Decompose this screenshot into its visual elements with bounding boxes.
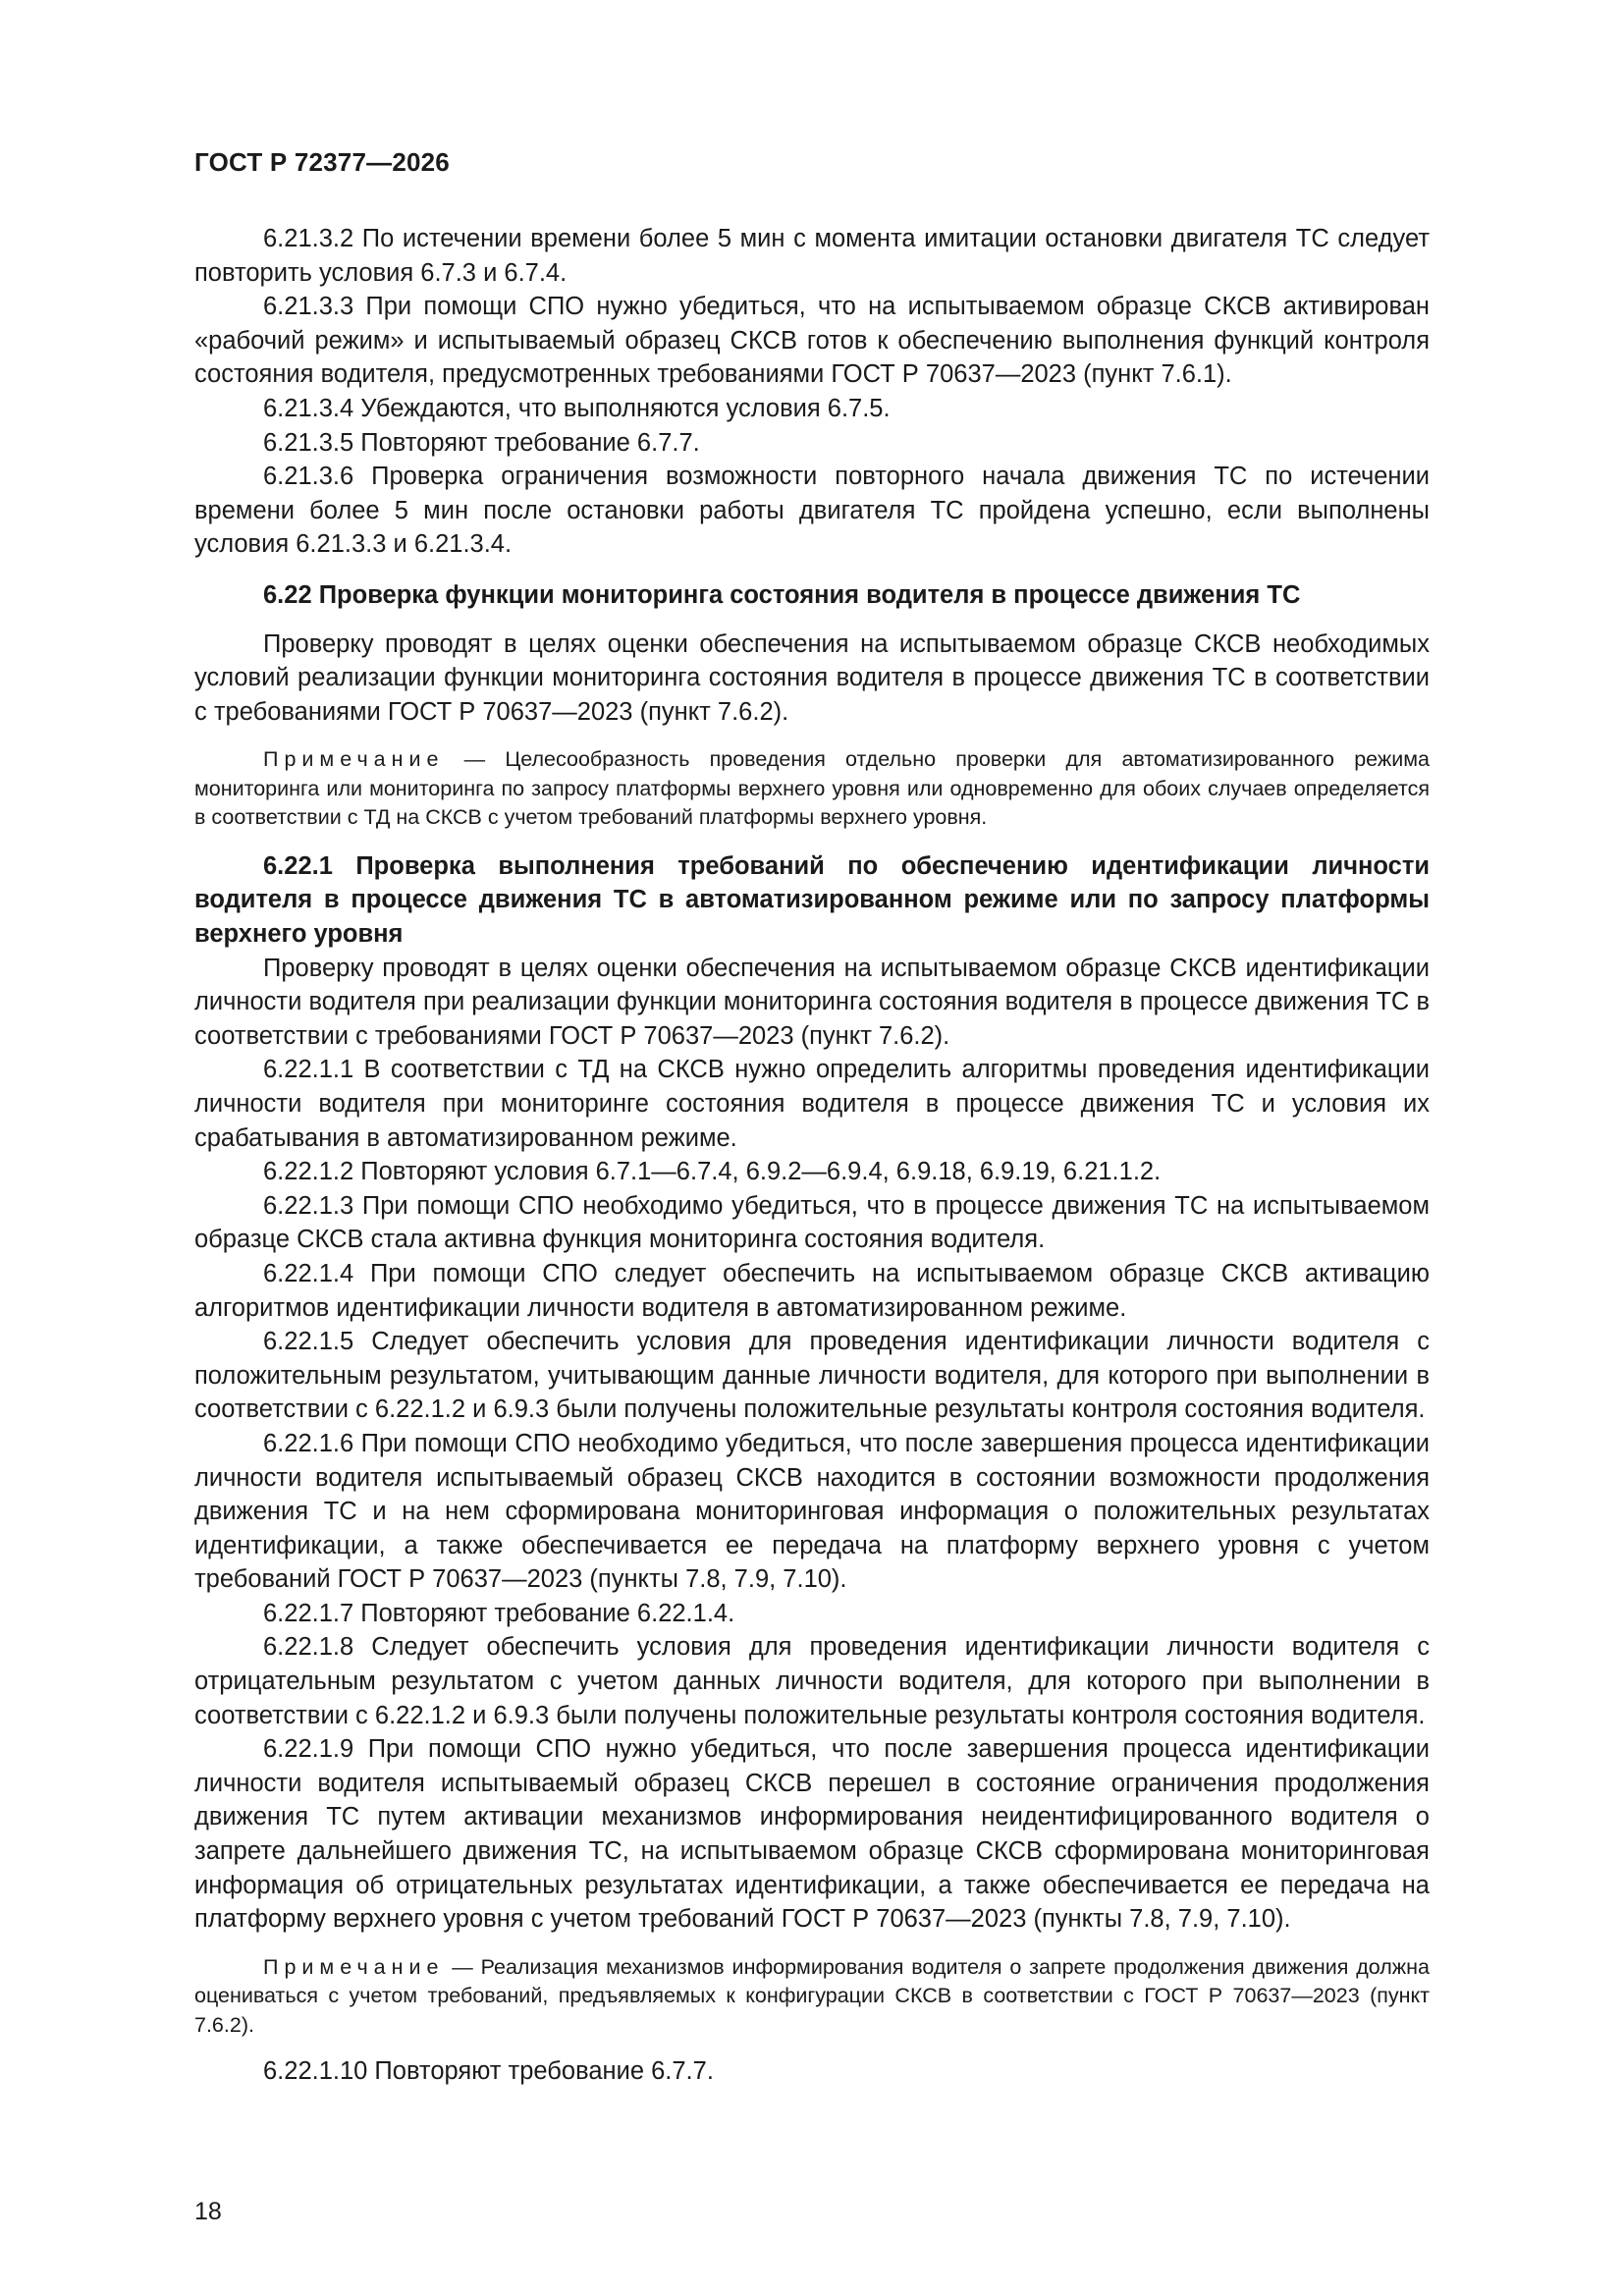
- paragraph-6-21-3-5: 6.21.3.5 Повторяют требование 6.7.7.: [263, 428, 700, 457]
- page-number: 18: [194, 2198, 222, 2225]
- paragraph-6-22-1-6: 6.22.1.6 При помощи СПО необходимо убедиться, что после завершения процесса идентификации личности водителя испытываемый образец СКСВ находится в состоянии возможности продолжения движения ТС и на нем сформирована мониторинговая информация о положительных результатах идентификации, а также обеспечивается ее передача на платформу верхнего уровня с учетом требований ГОСТ Р 70637—2023 (пункты 7.8, 7.9, 7.10).: [194, 1429, 1430, 1594]
- section-heading-6-22-1: 6.22.1 Проверка выполнения требований по обеспечению идентификации личности водителя в процессе движения ТС в автоматизированном режиме или по запросу платформы верхнего уровня: [194, 851, 1430, 948]
- paragraph-6-22-intro: Проверку проводят в целях оценки обеспечения на испытываемом образце СКСВ необходимых условий реализации функции мониторинга состояния водителя в процессе движения ТС в соответствии с требованиями ГОСТ Р 70637—2023 (пункт 7.6.2).: [194, 629, 1430, 726]
- paragraph-6-22-1-8: 6.22.1.8 Следует обеспечить условия для проведения идентификации личности водителя с отрицательным результатом с учетом данных личности водителя, для которого при выполнении в соответствии с 6.22.1.2 и 6.9.3 были получены положительные результаты контроля состояния водителя.: [194, 1633, 1430, 1729]
- note-2: [194, 1953, 1430, 2041]
- section-heading-6-22: 6.22 Проверка функции мониторинга состояния водителя в процессе движения ТС: [263, 580, 1301, 609]
- paragraph-6-22-1-4: 6.22.1.4 При помощи СПО следует обеспечить на испытываемом образце СКСВ активацию алгоритмов идентификации личности водителя в автоматизированном режиме.: [194, 1259, 1430, 1322]
- note-2-text: — Реализация механизмов информирования водителя о запрете продолжения движения должна оцениваться с учетом требований, предъявляемых к конфигурации СКСВ в соответствии с ГОСТ Р 70637—2023 (пункт 7.6.2).: [194, 1954, 1430, 2037]
- paragraph-6-22-1-9: 6.22.1.9 При помощи СПО нужно убедиться, что после завершения процесса идентификации личности водителя испытываемый образец СКСВ перешел в состояние ограничения продолжения движения ТС путем активации механизмов информирования неидентифицированного водителя о запрете дальнейшего движения ТС, на испытываемом образце СКСВ сформирована мониторинговая информация об отрицательных результатах идентификации, а также обеспечивается ее передача на платформу верхнего уровня с учетом требований ГОСТ Р 70637—2023 (пункты 7.8, 7.9, 7.10).: [194, 1735, 1430, 1934]
- document-body: [194, 222, 1430, 2089]
- paragraph-6-22-1-3: 6.22.1.3 При помощи СПО необходимо убедиться, что в процессе движения ТС на испытываемом образце СКСВ стала активна функция мониторинга состояния водителя.: [194, 1191, 1430, 1254]
- note-1-label: Примечание: [263, 747, 445, 772]
- paragraph-6-21-3-2: 6.21.3.2 По истечении времени более 5 мин с момента имитации остановки двигателя ТС следует повторить условия 6.7.3 и 6.7.4.: [194, 225, 1430, 287]
- note-1-text: — Целесообразность проведения отдельно проверки для автоматизированного режима мониторинга или мониторинга по запросу платформы верхнего уровня или одновременно для обоих случаев определяется в соответствии с ТД на СКСВ с учетом требований платформы верхнего уровня.: [194, 747, 1430, 830]
- paragraph-6-22-1-intro: Проверку проводят в целях оценки обеспечения на испытываемом образце СКСВ идентификации личности водителя при реализации функции мониторинга состояния водителя в процессе движения ТС в соответствии с требованиями ГОСТ Р 70637—2023 (пункт 7.6.2).: [194, 954, 1430, 1050]
- document-header: ГОСТ Р 72377—2026: [194, 147, 450, 177]
- note-1: [194, 745, 1430, 833]
- paragraph-6-22-1-10: 6.22.1.10 Повторяют требование 6.7.7.: [263, 2057, 714, 2086]
- paragraph-6-22-1-5: 6.22.1.5 Следует обеспечить условия для проведения идентификации личности водителя с положительным результатом, учитывающим данные личности водителя, для которого при выполнении в соответствии с 6.22.1.2 и 6.9.3 были получены положительные результаты контроля состояния водителя.: [194, 1328, 1430, 1424]
- paragraph-6-21-3-4: 6.21.3.4 Убеждаются, что выполняются условия 6.7.5.: [263, 394, 891, 422]
- paragraph-6-22-1-7: 6.22.1.7 Повторяют требование 6.22.1.4.: [263, 1599, 735, 1627]
- paragraph-6-22-1-2: 6.22.1.2 Повторяют условия 6.7.1—6.7.4, 6.9.2—6.9.4, 6.9.18, 6.9.19, 6.21.1.2.: [263, 1158, 1162, 1186]
- paragraph-6-22-1-1: 6.22.1.1 В соответствии с ТД на СКСВ нужно определить алгоритмы проведения идентификации личности водителя при мониторинге состояния водителя в процессе движения ТС и условия их срабатывания в автоматизированном режиме.: [194, 1056, 1430, 1152]
- paragraph-6-21-3-3: 6.21.3.3 При помощи СПО нужно убедиться, что на испытываемом образце СКСВ активирован «рабочий режим» и испытываемый образец СКСВ готов к обеспечению выполнения функций контроля состояния водителя, предусмотренных требованиями ГОСТ Р 70637—2023 (пункт 7.6.1).: [194, 293, 1430, 389]
- note-2-label: Примечание: [263, 1954, 445, 1979]
- paragraph-6-21-3-6: 6.21.3.6 Проверка ограничения возможности повторного начала движения ТС по истечении времени более 5 мин после остановки работы двигателя ТС пройдена успешно, если выполнены условия 6.21.3.3 и 6.21.3.4.: [194, 463, 1430, 559]
